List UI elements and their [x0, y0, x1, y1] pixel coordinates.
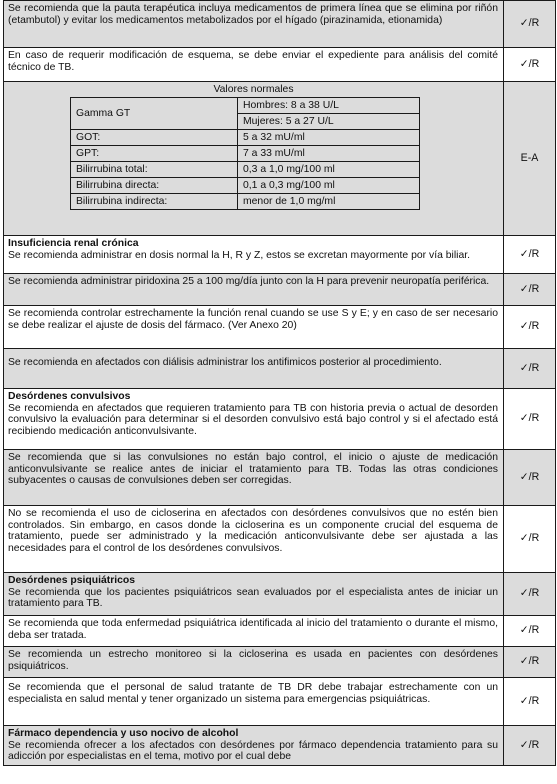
section-heading: Desórdenes psiquiátricos — [8, 575, 136, 586]
table-row — [4, 506, 556, 573]
recommendation-text: Se recomienda en afectados que requieren tratamiento para TB con historia previa o actual de desorden convulsivo la evaluación para determinar si el desorden convulsivo está bajo control y si el afectado está recibiendo medicación anticonvulsivante. — [8, 402, 498, 437]
normal-values-row — [71, 177, 420, 193]
table-row — [4, 389, 556, 450]
recommendation-text: Se recomienda controlar estrechamente la función renal cuando se use S y E; y en caso de ser necesario se debe realizar el ajuste de dosis del fármaco. (Ver Anexo 20) — [4, 306, 504, 349]
normal-values-cell — [4, 82, 504, 236]
recommendation-cell — [4, 726, 504, 766]
table-row — [4, 573, 556, 616]
evidence-grade: ✓/R — [504, 48, 556, 82]
recommendation-text: Se recomienda administrar en dosis normal la H, R y Z, estos se excretan mayormente por vía biliar. — [8, 249, 470, 261]
recommendation-text: Se recomienda administrar piridoxina 25 a 100 mg/día junto con la H para prevenir neuropatía periférica. — [4, 274, 504, 306]
bilirubin-total-label: Bilirrubina total: — [71, 161, 238, 177]
bilirubin-direct-value: 0,1 a 0,3 mg/100 ml — [238, 177, 420, 193]
evidence-grade: ✓/R — [504, 573, 556, 616]
gamma-gt-men-value: Hombres: 8 a 38 U/L — [238, 97, 420, 113]
recommendation-cell — [4, 236, 504, 274]
normal-values-row — [71, 193, 420, 209]
table-row — [4, 450, 556, 506]
evidence-grade: ✓/R — [504, 450, 556, 506]
evidence-grade: ✓/R — [504, 349, 556, 389]
recommendation-text: Se recomienda que los pacientes psiquiátricos sean evaluados por el especialista antes de iniciar un tratamiento para TB. — [8, 586, 498, 610]
evidence-grade: ✓/R — [504, 726, 556, 766]
recommendation-cell — [4, 389, 504, 450]
gpt-value: 7 a 33 mU/ml — [238, 145, 420, 161]
evidence-grade: ✓/R — [504, 274, 556, 306]
recommendation-text: No se recomienda el uso de cicloserina en afectados con desórdenes convulsivos que no estén bien controlados. Sin embargo, en casos donde la cicloserina es un componente crucial del esquema de tratamiento, puede ser administrado y la medicación anticonvulsivante debe ser ajustada a las necesidades para el control de los desórdenes convulsivos. — [4, 506, 504, 573]
normal-values-row — [71, 161, 420, 177]
table-row — [4, 349, 556, 389]
bilirubin-indirect-value: menor de 1,0 mg/ml — [238, 193, 420, 209]
gamma-gt-women-value: Mujeres: 5 a 27 U/L — [238, 113, 420, 129]
table-row — [4, 1, 556, 48]
evidence-grade: ✓/R — [504, 678, 556, 726]
table-row — [4, 48, 556, 82]
evidence-grade: ✓/R — [504, 236, 556, 274]
gamma-gt-label: Gamma GT — [71, 97, 238, 129]
table-row — [4, 647, 556, 678]
recommendation-text: Se recomienda que la pauta terapéutica incluya medicamentos de primera línea que se elimina por riñón (etambutol) y evitar los medicamentos metabolizados por el hígado (pirazinamida, etionamida) — [4, 1, 504, 48]
recommendation-text: Se recomienda ofrecer a los afectados con desórdenes por fármaco dependencia tratamiento para su adicción por especialistas en el tema, motivo por el cual debe — [8, 739, 498, 763]
section-heading: Fármaco dependencia y uso nocivo de alcohol — [8, 728, 239, 739]
normal-values-caption: Valores normales — [213, 84, 294, 95]
evidence-grade: ✓/R — [504, 616, 556, 647]
table-row — [4, 678, 556, 726]
recommendation-text: Se recomienda en afectados con diálisis administrar los antifimicos posterior al procedimiento. — [4, 349, 504, 389]
table-row — [4, 616, 556, 647]
evidence-grade: ✓/R — [504, 506, 556, 573]
bilirubin-indirect-label: Bilirrubina indirecta: — [71, 193, 238, 209]
normal-values-table — [70, 97, 420, 210]
recommendation-text: Se recomienda que el personal de salud tratante de TB DR debe trabajar estrechamente con un especialista en salud mental y tener organizado un sistema para emergencias psiquiátricas. — [4, 678, 504, 726]
got-value: 5 a 32 mU/ml — [238, 129, 420, 145]
recommendation-text: Se recomienda que toda enfermedad psiquiátrica identificada al inicio del tratamiento o durante el mismo, deba ser tratada. — [4, 616, 504, 647]
recommendations-table — [3, 0, 556, 766]
recommendation-cell — [4, 573, 504, 616]
table-row — [4, 82, 556, 236]
normal-values-row — [71, 97, 420, 113]
table-row — [4, 306, 556, 349]
section-heading: Desórdenes convulsivos — [8, 391, 131, 402]
table-row — [4, 274, 556, 306]
section-heading: Insuficiencia renal crónica — [8, 238, 139, 249]
table-row — [4, 726, 556, 766]
normal-values-row — [71, 145, 420, 161]
got-label: GOT: — [71, 129, 238, 145]
recommendation-text: Se recomienda que si las convulsiones no están bajo control, el inicio o ajuste de medicación anticonvulsivante se realice antes de iniciar el tratamiento para TB. Todas las otras condiciones subyacentes o causas de convulsiones deben ser corregidas. — [4, 450, 504, 506]
evidence-grade: ✓/R — [504, 647, 556, 678]
gpt-label: GPT: — [71, 145, 238, 161]
normal-values-row — [71, 129, 420, 145]
recommendation-text: Se recomienda un estrecho monitoreo si la cicloserina es usada en pacientes con desórdenes psiquiátricos. — [4, 647, 504, 678]
bilirubin-direct-label: Bilirrubina directa: — [71, 177, 238, 193]
evidence-grade: ✓/R — [504, 1, 556, 48]
table-row — [4, 236, 556, 274]
evidence-grade: ✓/R — [504, 306, 556, 349]
bilirubin-total-value: 0,3 a 1,0 mg/100 ml — [238, 161, 420, 177]
evidence-grade: ✓/R — [504, 389, 556, 450]
recommendation-text: En caso de requerir modificación de esquema, se debe enviar el expediente para análisis del comité técnico de TB. — [4, 48, 504, 82]
evidence-grade: E-A — [504, 82, 556, 236]
